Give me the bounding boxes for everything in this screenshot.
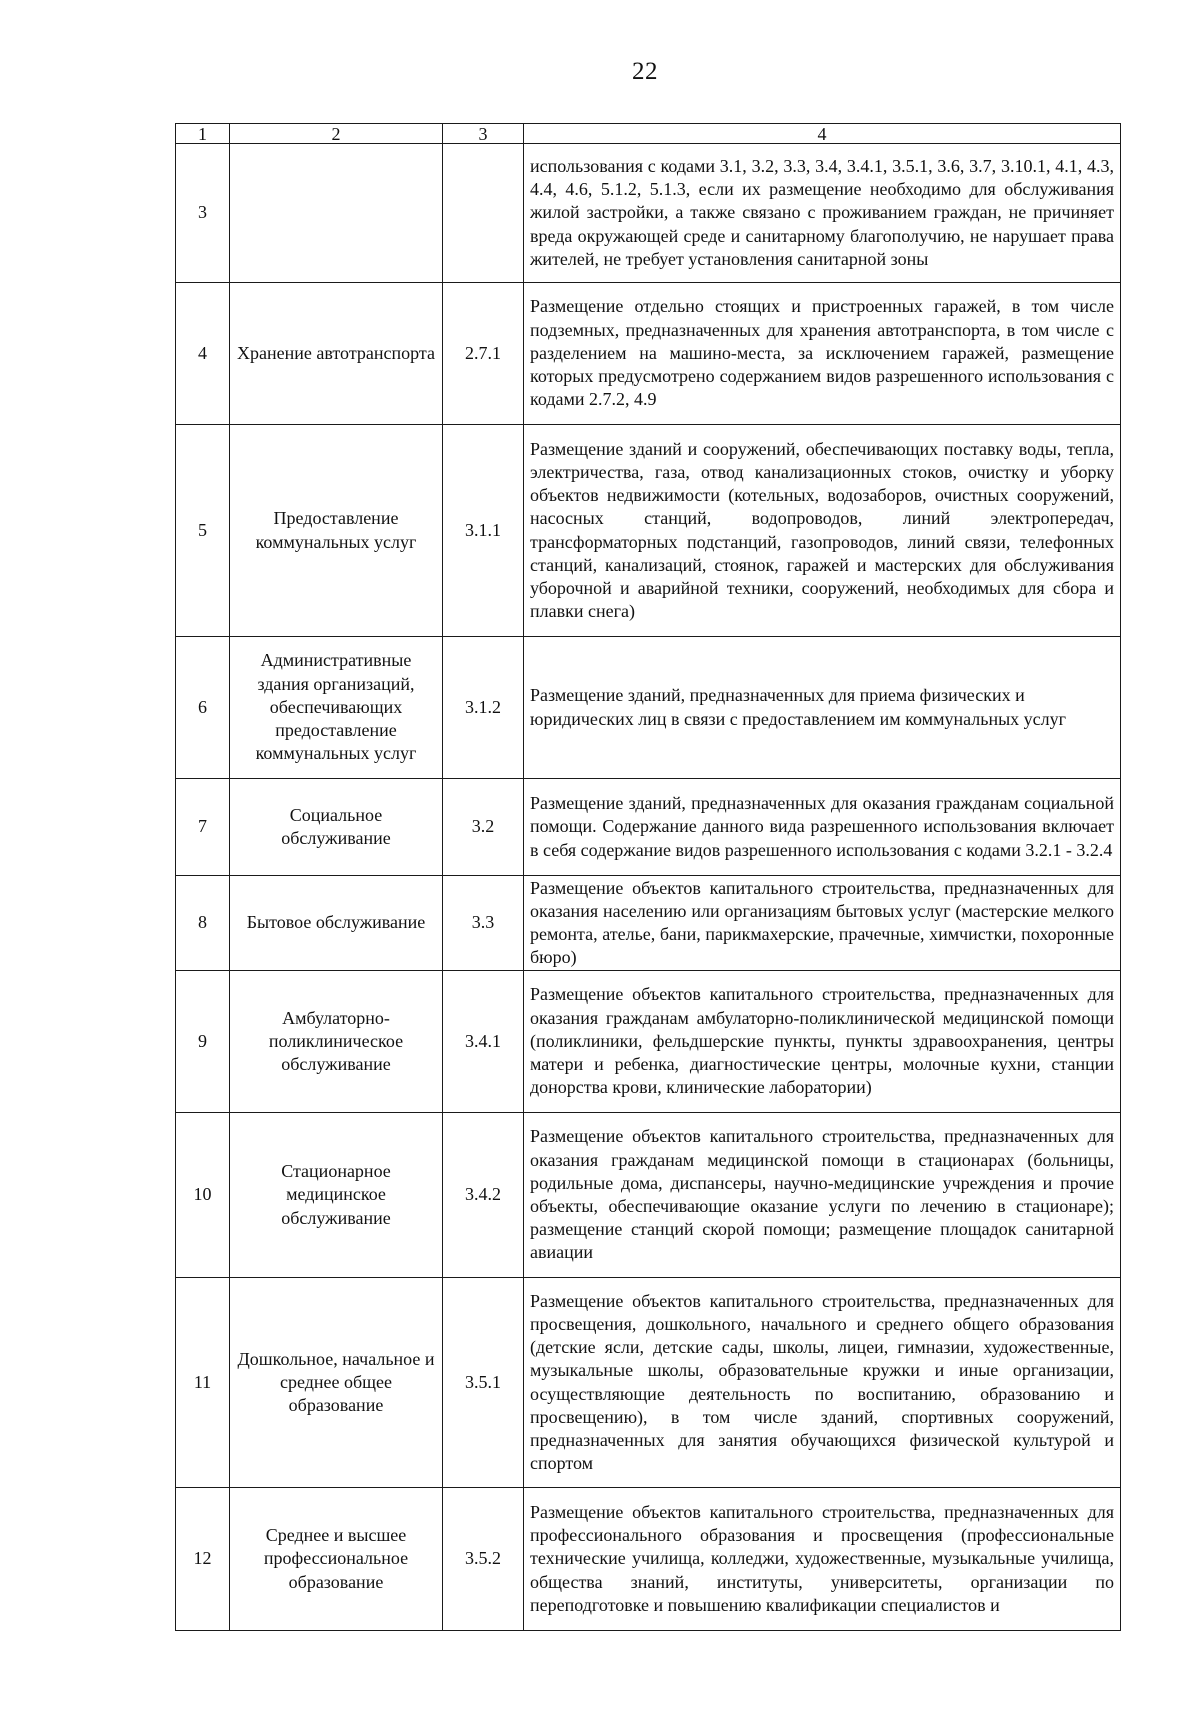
use-type-name: [230, 144, 443, 283]
row-number: 10: [176, 1113, 230, 1278]
use-type-description: Размещение зданий, предназначенных для приема физических и юридических лиц в связи с предоставлением им коммунальных услуг: [524, 637, 1121, 779]
table-row: [176, 637, 1121, 779]
table-row: [176, 779, 1121, 876]
use-type-description: Размещение объектов капитального строительства, предназначенных для просвещения, дошкольного, начального и среднего общего образования (детские ясли, детские сады, школы, лицеи, гимназии, художественные, музыкальные школы, образовательные кружки и иные организации, осуществляющие деятельность по воспитанию, образованию и просвещению), в том числе зданий, спортивных сооружений, предназначенных для занятия обучающихся физической культурой и спортом: [524, 1278, 1121, 1488]
use-type-description: использования с кодами 3.1, 3.2, 3.3, 3.4, 3.4.1, 3.5.1, 3.6, 3.7, 3.10.1, 4.1, 4.3, 4.4, 4.6, 5.1.2, 5.1.3, если их размещение необходимо для обслуживания жилой застройки, а также связано с проживанием граждан, не причиняет вреда окружающей среде и санитарному благополучию, не нарушает права жителей, не требует установления санитарной зоны: [524, 144, 1121, 283]
use-type-name: Стационарное медицинское обслуживание: [230, 1113, 443, 1278]
use-type-name: Социальное обслуживание: [230, 779, 443, 876]
use-type-name: Среднее и высшее профессиональное образование: [230, 1488, 443, 1631]
use-type-name: Бытовое обслуживание: [230, 876, 443, 971]
header-col-3: 3: [443, 124, 524, 144]
use-type-code: 3.5.2: [443, 1488, 524, 1631]
table-row: [176, 1113, 1121, 1278]
use-type-code: 3.4.1: [443, 971, 524, 1113]
table-row: [176, 144, 1121, 283]
use-type-name: Хранение автотранспорта: [230, 283, 443, 425]
table-row: [176, 283, 1121, 425]
use-type-code: 3.1.1: [443, 425, 524, 637]
header-col-4: 4: [524, 124, 1121, 144]
use-type-name: Административные здания организаций, обеспечивающих предоставление коммунальных услуг: [230, 637, 443, 779]
use-type-code: 2.7.1: [443, 283, 524, 425]
row-number: 3: [176, 144, 230, 283]
table-row: [176, 876, 1121, 971]
use-type-code: 3.5.1: [443, 1278, 524, 1488]
use-type-name: Дошкольное, начальное и среднее общее образование: [230, 1278, 443, 1488]
row-number: 9: [176, 971, 230, 1113]
header-row: [176, 124, 1121, 144]
row-number: 7: [176, 779, 230, 876]
row-number: 5: [176, 425, 230, 637]
use-type-name: Амбулаторно-поликлиническое обслуживание: [230, 971, 443, 1113]
use-type-description: Размещение объектов капитального строительства, предназначенных для оказания населению или организациям бытовых услуг (мастерские мелкого ремонта, ателье, бани, парикмахерские, прачечные, химчистки, похоронные бюро): [524, 876, 1121, 971]
row-number: 8: [176, 876, 230, 971]
use-type-description: Размещение зданий и сооружений, обеспечивающих поставку воды, тепла, электричества, газа, отвод канализационных стоков, очистку и уборку объектов недвижимости (котельных, водозаборов, очистных сооружений, насосных станций, водопроводов, линий электропередач, трансформаторных подстанций, газопроводов, линий связи, телефонных станций, канализаций, стоянок, гаражей и мастерских для обслуживания уборочной и аварийной техники, сооружений, необходимых для сбора и плавки снега): [524, 425, 1121, 637]
table-row: [176, 425, 1121, 637]
use-type-code: 3.2: [443, 779, 524, 876]
row-number: 11: [176, 1278, 230, 1488]
use-type-description: Размещение отдельно стоящих и пристроенных гаражей, в том числе подземных, предназначенных для хранения автотранспорта, в том числе с разделением на машино-места, за исключением гаражей, размещение которых предусмотрено содержанием видов разрешенного использования с кодами 2.7.2, 4.9: [524, 283, 1121, 425]
use-type-description: Размещение объектов капитального строительства, предназначенных для оказания гражданам амбулаторно-поликлинической медицинской помощи (поликлиники, фельдшерские пункты, пункты здравоохранения, центры матери и ребенка, диагностические центры, молочные кухни, станции донорства крови, клинические лаборатории): [524, 971, 1121, 1113]
use-type-description: Размещение объектов капитального строительства, предназначенных для профессионального образования и просвещения (профессиональные технические училища, колледжи, художественные, музыкальные училища, общества знаний, институты, университеты, организации по переподготовке и повышению квалификации специалистов и: [524, 1488, 1121, 1631]
use-type-description: Размещение объектов капитального строительства, предназначенных для оказания гражданам медицинской помощи в стационарах (больницы, родильные дома, диспансеры, научно-медицинские учреждения и прочие объекты, обеспечивающие оказание услуги по лечению в стационаре); размещение станций скорой помощи; размещение площадок санитарной авиации: [524, 1113, 1121, 1278]
row-number: 4: [176, 283, 230, 425]
table-row: [176, 1488, 1121, 1631]
use-type-code: 3.1.2: [443, 637, 524, 779]
row-number: 6: [176, 637, 230, 779]
table-row: [176, 1278, 1121, 1488]
table-body: [176, 144, 1121, 1631]
use-type-code: 3.4.2: [443, 1113, 524, 1278]
page-number: 22: [632, 58, 658, 85]
use-type-code: [443, 144, 524, 283]
land-use-table: [175, 123, 1121, 1631]
use-type-description: Размещение зданий, предназначенных для оказания гражданам социальной помощи. Содержание данного вида разрешенного использования включает в себя содержание видов разрешенного использования с кодами 3.2.1 - 3.2.4: [524, 779, 1121, 876]
table-header: [176, 124, 1121, 144]
table-row: [176, 971, 1121, 1113]
row-number: 12: [176, 1488, 230, 1631]
use-type-name: Предоставление коммунальных услуг: [230, 425, 443, 637]
header-col-1: 1: [176, 124, 230, 144]
header-col-2: 2: [230, 124, 443, 144]
use-type-code: 3.3: [443, 876, 524, 971]
